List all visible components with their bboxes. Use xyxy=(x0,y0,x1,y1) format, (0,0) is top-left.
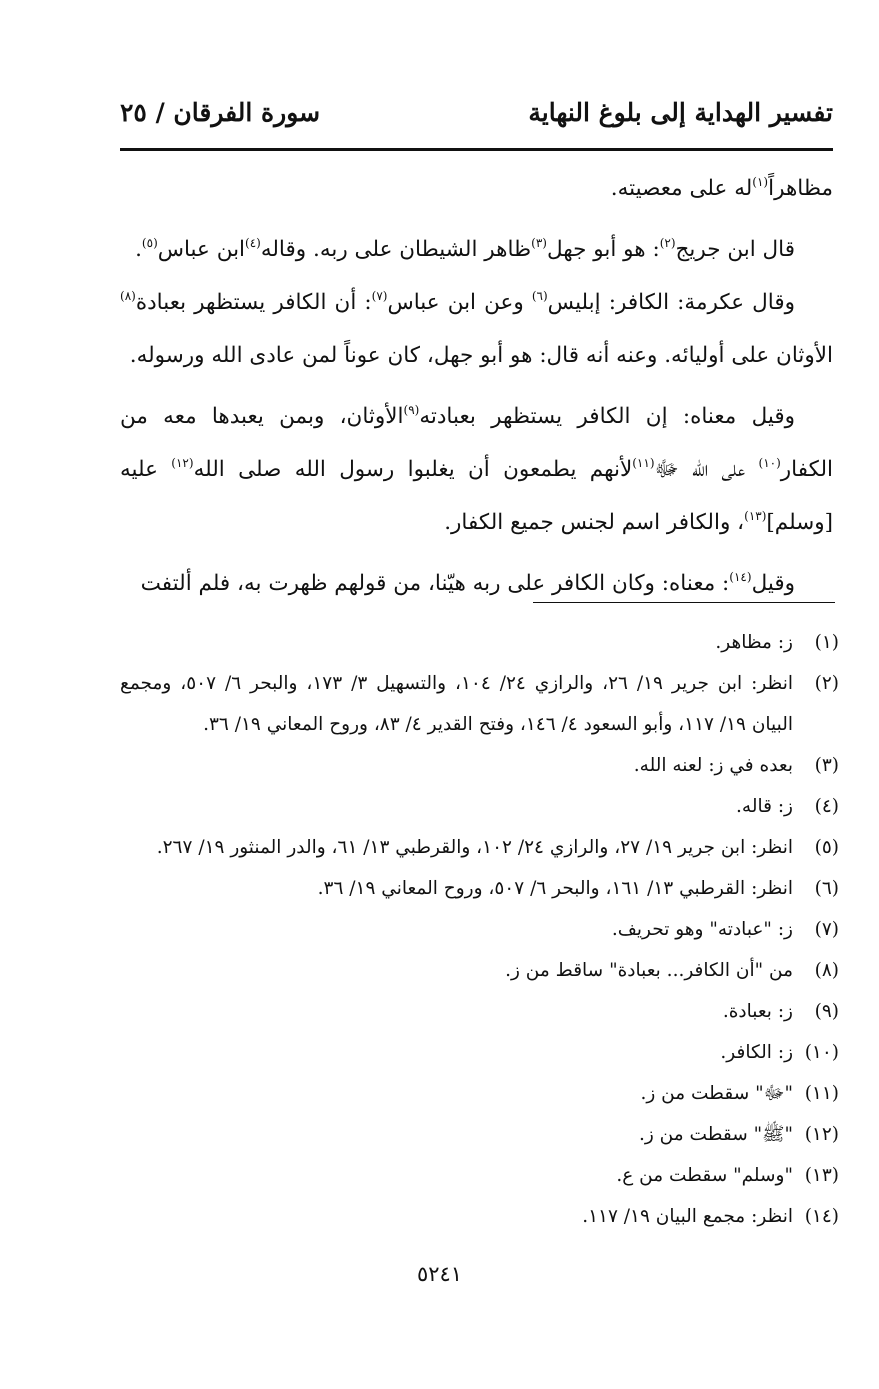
footnote-text: انظر: ابن جرير ١٩/ ٢٦، والرازي ٢٤/ ١٠٤، والتسهيل ٣/ ١٧٣، والبحر ٦/ ٥٠٧، ومجمع البيان ١٩/ ١١٧، وأبو السعود ٤/ ١٤٦، وفتح القدير ٤/ ٨٣، وروح المعاني ١٩/ ٣٦. xyxy=(120,673,794,735)
footnote-marker: (١١) xyxy=(632,456,655,470)
footnote xyxy=(120,1196,839,1237)
footnote-number: (٩) xyxy=(814,1001,839,1022)
footnote-marker: (١) xyxy=(752,175,769,189)
footnote xyxy=(120,827,839,868)
page-number: ٥٢٤١ xyxy=(416,1262,463,1286)
footnote-text: بعده في ز: لعنه الله. xyxy=(633,755,793,776)
paragraph: وقيل$^{(١٤)}$: معناه: وكان الكافر على ربه هيّنا، من قولهم ظهرت به، فلم ألتفت xyxy=(140,570,795,596)
footnote xyxy=(120,663,839,745)
footnote-number: (١٠) xyxy=(804,1042,839,1063)
main-text xyxy=(120,162,833,610)
footnote xyxy=(120,991,839,1032)
footnote-number: (٤) xyxy=(814,796,839,817)
footnote-marker: (٣) xyxy=(531,236,547,250)
footnote-number: (٧) xyxy=(814,919,839,940)
footnote-number: (١٤) xyxy=(804,1206,839,1227)
paragraph: قال ابن جريج$^{(٢)}$: هو أبو جهل$^{(٣)}$ظاهر الشيطان على ربه. وقاله$^{(٤)}$ابن عباس$^{(٥)}$. xyxy=(135,236,795,262)
running-header xyxy=(120,92,833,142)
footnotes xyxy=(120,622,839,1237)
footnote-number: (٣) xyxy=(814,755,839,776)
footnote-number: (١١) xyxy=(804,1083,839,1104)
footnote xyxy=(120,1114,839,1155)
footnote-text: ز: الكافر. xyxy=(720,1042,793,1063)
footnote-number: (١٢) xyxy=(804,1124,839,1145)
footnote xyxy=(120,745,839,786)
footnote-text: من "أن الكافر... بعبادة" ساقط من ز. xyxy=(505,960,793,981)
surah-label: سورة الفرقان / ٢٥ xyxy=(120,98,321,127)
footnote-marker: (٩) xyxy=(403,403,420,417)
paragraph: مظاهراً$^{(١)}$له على معصيته. xyxy=(610,175,833,201)
footnote-text: ز: "عبادته" وهو تحريف. xyxy=(611,919,793,940)
footnote-marker: (٦) xyxy=(531,289,548,303)
footnote-marker: (١٤) xyxy=(729,570,752,584)
footnote-number: (٦) xyxy=(814,878,839,899)
footnote-number: (١٣) xyxy=(804,1165,839,1186)
footnote-text: "ﷻ" سقطت من ز. xyxy=(640,1083,793,1104)
footnote xyxy=(120,1032,839,1073)
footnote-marker: (٤) xyxy=(245,236,261,250)
footnote-number: (٨) xyxy=(814,960,839,981)
footnote-text: ز: قاله. xyxy=(736,796,793,817)
footnote xyxy=(120,950,839,991)
footnote-text: ز: مظاهر. xyxy=(715,632,793,653)
footnote xyxy=(120,786,839,827)
paragraph: وقيل معناه: إن الكافر يستظهر بعبادته$^{(٩)}$الأوثان، وبمن يعبدها معه من الكفار$^{(١٠)}$ على الله ﷻ$^{(١١)}$لأنهم يطمعون أن يغلبوا رسول الله صلى الله$^{(١٢)}$ عليه [وسلم]$^{(١٣)}$، والكافر اسم لجنس جميع الكفار. xyxy=(120,403,833,535)
footnote-number: (٢) xyxy=(814,673,839,694)
footnote-text: "وسلم" سقطت من ع. xyxy=(616,1165,793,1186)
footnote-marker: (١٢) xyxy=(171,456,194,470)
footnote-text: ز: بعبادة. xyxy=(722,1001,793,1022)
footnote-text: انظر: مجمع البيان ١٩/ ١١٧. xyxy=(582,1206,793,1227)
book-title: تفسير الهداية إلى بلوغ النهاية xyxy=(528,98,833,127)
footnote-text: انظر: ابن جرير ١٩/ ٢٧، والرازي ٢٤/ ١٠٢، والقرطبي ١٣/ ٦١، والدر المنثور ١٩/ ٢٦٧. xyxy=(156,837,793,858)
footnote xyxy=(120,1155,839,1196)
footnote-text: انظر: القرطبي ١٣/ ١٦١، والبحر ٦/ ٥٠٧، وروح المعاني ١٩/ ٣٦. xyxy=(317,878,793,899)
paragraph: وقال عكرمة: الكافر: إبليس$^{(٦)}$ وعن ابن عباس$^{(٧)}$: أن الكافر يستظهر بعبادة$^{(٨)}$ الأوثان على أوليائه. وعنه أنه قال: هو أبو جهل، كان عوناً لمن عادى الله ورسوله. xyxy=(120,289,833,368)
footnote xyxy=(120,1073,839,1114)
header-rule xyxy=(120,148,833,151)
footnote-marker: (١٠) xyxy=(758,456,781,470)
footnote xyxy=(120,909,839,950)
footnote-marker: (١٣) xyxy=(744,509,767,523)
footnote-number: (٥) xyxy=(814,837,839,858)
footnote xyxy=(120,622,839,663)
footnote-text: "ﷺ" سقطت من ز. xyxy=(638,1124,793,1145)
footnote-number: (١) xyxy=(814,632,839,653)
footnote-marker: (٨) xyxy=(120,289,136,303)
footnote-marker: (٥) xyxy=(141,236,158,250)
footnote-marker: (٢) xyxy=(659,236,676,250)
footnote xyxy=(120,868,839,909)
footnote-marker: (٧) xyxy=(371,289,388,303)
footnote-rule xyxy=(533,602,835,603)
